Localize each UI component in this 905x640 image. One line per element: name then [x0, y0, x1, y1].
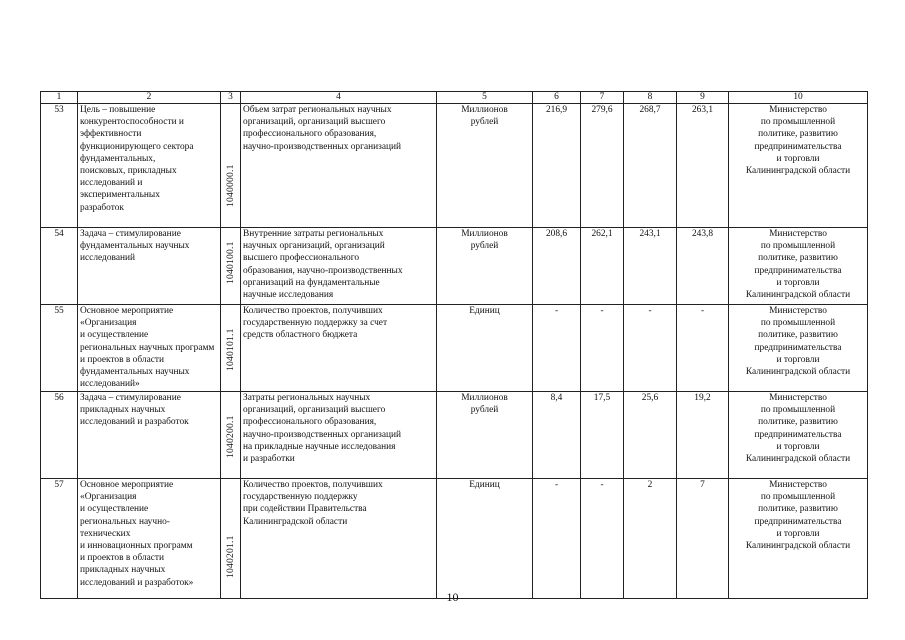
- table-row: [41, 479, 868, 599]
- row-number: 55: [41, 305, 78, 392]
- column-header: 8: [624, 92, 677, 104]
- row-value-9: 19,2: [677, 392, 729, 479]
- table-row: [41, 228, 868, 305]
- row-value-7: 17,5: [581, 392, 624, 479]
- row-code: 1040101.1: [224, 328, 236, 371]
- row-code: 1040201.1: [224, 535, 236, 578]
- row-value-9: 7: [677, 479, 729, 599]
- row-responsible: Министерство по промышленной политике, развитию предпринимательства и торговли Калининградской области: [729, 228, 868, 305]
- row-indicator: Количество проектов, получивших государственную поддержку за счет средств областного бюджета: [241, 305, 437, 392]
- row-indicator: Затраты региональных научных организаций, организаций высшего профессионального образования, научно-производственных организаций на прикладные научные исследования и разработки: [241, 392, 437, 479]
- column-header: 10: [729, 92, 868, 104]
- row-value-6: -: [533, 305, 581, 392]
- row-responsible: Министерство по промышленной политике, развитию предпринимательства и торговли Калининградской области: [729, 104, 868, 228]
- row-code: 1040200.1: [224, 415, 236, 458]
- row-value-8: 2: [624, 479, 677, 599]
- row-number: 54: [41, 228, 78, 305]
- column-header: 7: [581, 92, 624, 104]
- row-number: 57: [41, 479, 78, 599]
- row-value-6: 8,4: [533, 392, 581, 479]
- table-row: [41, 392, 868, 479]
- row-unit: Миллионов рублей: [437, 392, 533, 479]
- row-indicator: Объем затрат региональных научных организаций, организаций высшего профессионального образования, научно-производственных организаций: [241, 104, 437, 228]
- row-value-6: 216,9: [533, 104, 581, 228]
- row-name: Основное мероприятие «Организация и осуществление региональных научно- технических и инновационных программ и проектов в области прикладных научных исследований и разработок»: [78, 479, 221, 599]
- row-unit: Единиц: [437, 305, 533, 392]
- row-code: 1040000.1: [224, 164, 236, 207]
- row-name: Основное мероприятие «Организация и осуществление региональных научных программ и проектов в области фундаментальных научных исследований»: [78, 305, 221, 392]
- row-value-7: -: [581, 305, 624, 392]
- row-unit: Миллионов рублей: [437, 104, 533, 228]
- row-indicator: Количество проектов, получивших государственную поддержку при содействии Правительства Калининградской области: [241, 479, 437, 599]
- row-value-6: -: [533, 479, 581, 599]
- row-value-6: 208,6: [533, 228, 581, 305]
- row-value-7: 262,1: [581, 228, 624, 305]
- row-value-9: -: [677, 305, 729, 392]
- header-row: [41, 92, 868, 104]
- row-code: 1040100.1: [224, 241, 236, 284]
- row-number: 56: [41, 392, 78, 479]
- row-value-8: -: [624, 305, 677, 392]
- row-value-8: 25,6: [624, 392, 677, 479]
- row-unit: Единиц: [437, 479, 533, 599]
- table-row: [41, 305, 868, 392]
- row-number: 53: [41, 104, 78, 228]
- column-header: 6: [533, 92, 581, 104]
- row-value-7: -: [581, 479, 624, 599]
- row-responsible: Министерство по промышленной политике, развитию предпринимательства и торговли Калининградской области: [729, 392, 868, 479]
- row-unit: Миллионов рублей: [437, 228, 533, 305]
- row-name: Задача – стимулирование фундаментальных научных исследований: [78, 228, 221, 305]
- page-number: 10: [446, 590, 459, 604]
- row-value-8: 268,7: [624, 104, 677, 228]
- row-value-9: 263,1: [677, 104, 729, 228]
- table-body: [41, 92, 868, 599]
- row-value-9: 243,8: [677, 228, 729, 305]
- column-header: 4: [241, 92, 437, 104]
- column-header: 5: [437, 92, 533, 104]
- row-responsible: Министерство по промышленной политике, развитию предпринимательства и торговли Калининградской области: [729, 479, 868, 599]
- column-header: 2: [78, 92, 221, 104]
- row-name: Задача – стимулирование прикладных научных исследований и разработок: [78, 392, 221, 479]
- row-value-8: 243,1: [624, 228, 677, 305]
- indicators-table: [40, 91, 868, 599]
- column-header: 1: [41, 92, 78, 104]
- table-row: [41, 104, 868, 228]
- row-indicator: Внутренние затраты региональных научных организаций, организаций высшего профессионального образования, научно-производственных организаций на фундаментальные научные исследования: [241, 228, 437, 305]
- row-responsible: Министерство по промышленной политике, развитию предпринимательства и торговли Калининградской области: [729, 305, 868, 392]
- row-value-7: 279,6: [581, 104, 624, 228]
- column-header: 9: [677, 92, 729, 104]
- column-header: 3: [221, 92, 241, 104]
- row-name: Цель – повышение конкурентоспособности и эффективности функционирующего сектора фундаментальных, поисковых, прикладных исследований и экспериментальных разработок: [78, 104, 221, 228]
